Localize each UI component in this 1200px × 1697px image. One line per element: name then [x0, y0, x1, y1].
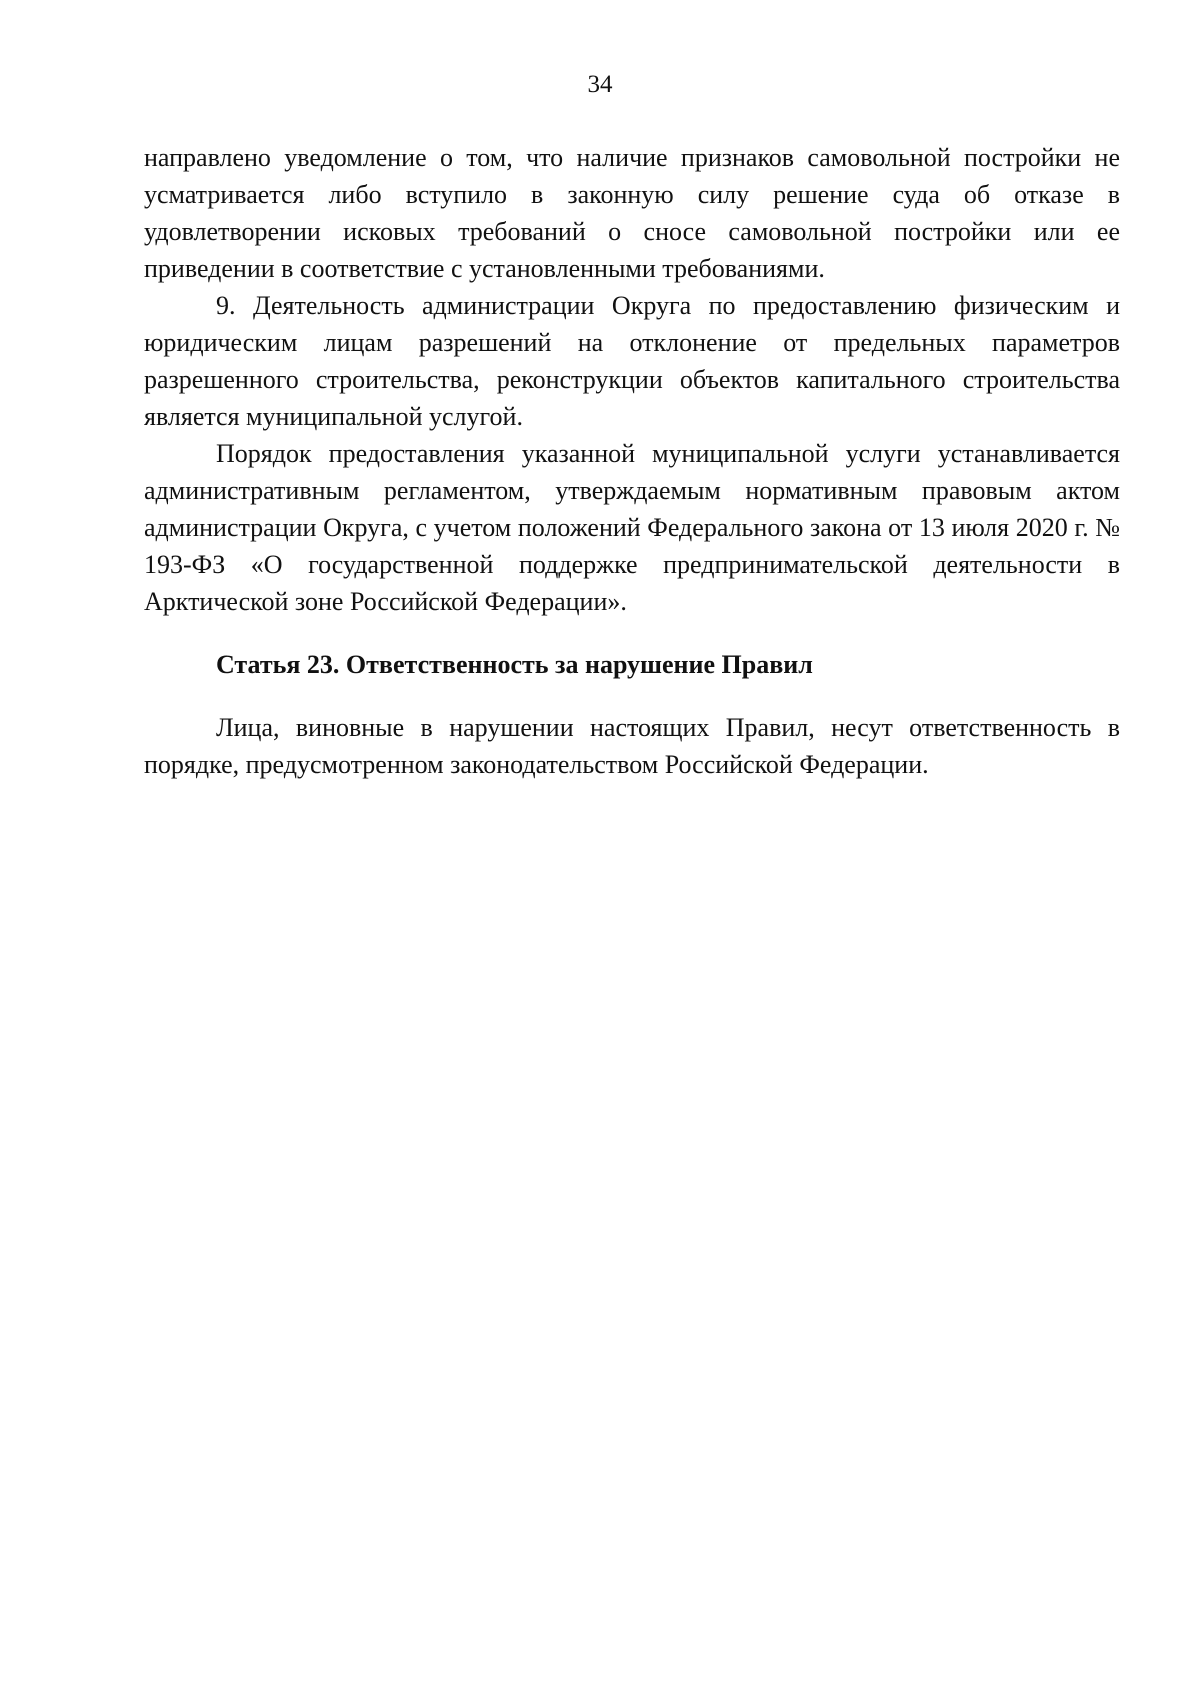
article-heading: Статья 23. Ответственность за нарушение Правил — [216, 650, 813, 679]
paragraph-item-9: 9. Деятельность администрации Округа по предоставлению физическим и юридическим лицам разрешений на отклонение от предельных параметров разрешенного строительства, реконструкции объектов капитального строительства является муниципальной услугой. — [144, 291, 1120, 431]
page-number: 34 — [587, 71, 613, 98]
paragraph-procedure: Порядок предоставления указанной муниципальной услуги устанавливается административным регламентом, утверждаемым нормативным правовым актом администрации Округа, с учетом положений Федерального закона от 13 июля 2020 г. № 193-ФЗ «О государственной поддержке предпринимательской деятельности в Арктической зоне Российской Федерации». — [144, 439, 1120, 616]
paragraph-liability: Лица, виновные в нарушении настоящих Правил, несут ответственность в порядке, предусмотренном законодательством Российской Федерации. — [144, 713, 1120, 779]
document-body — [144, 139, 1120, 783]
paragraph-continuation: направлено уведомление о том, что наличие признаков самовольной постройки не усматривается либо вступило в законную силу решение суда об отказе в удовлетворении исковых требований о сносе самовольной постройки или ее приведении в соответствие с установленными требованиями. — [144, 143, 1120, 283]
